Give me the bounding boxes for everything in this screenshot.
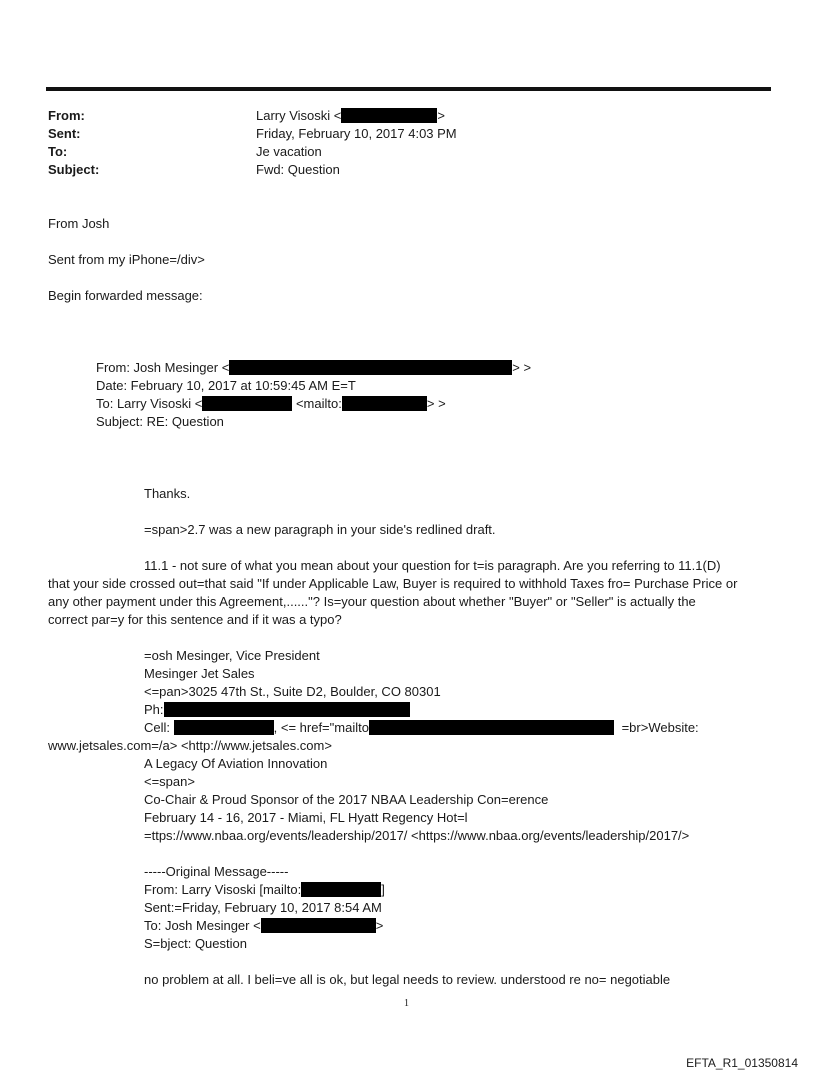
document-id: EFTA_R1_01350814 — [686, 1056, 798, 1070]
fwd-to — [96, 395, 446, 413]
page-number: 1 — [404, 998, 409, 1009]
to-value: Je vacation — [256, 144, 322, 159]
body-para-111-line1: 11.1 - not sure of what you mean about your question for t=is paragraph. Are you referring to 11.1(D) — [144, 558, 721, 573]
sig-website-link[interactable]: www.jetsales.com=/a> <http://www.jetsales.com> — [48, 738, 332, 753]
orig-from-prefix: From: Larry Visoski [mailto: — [144, 882, 302, 897]
orig-to-suffix: > — [375, 918, 384, 933]
sent-value: Friday, February 10, 2017 4:03 PM — [256, 126, 457, 141]
orig-to-prefix: To: Josh Mesinger < — [144, 918, 261, 933]
body-para-111-line4: correct par=y for this sentence and if it was a typo? — [48, 612, 342, 627]
orig-last-line: no problem at all. I beli=ve all is ok, but legal needs to review. understood re no= negotiable — [144, 972, 671, 987]
subject-label: Subject: — [48, 162, 100, 177]
orig-subject: S=bject: Question — [144, 936, 247, 951]
fwd-from-prefix: From: Josh Mesinger < — [96, 360, 230, 375]
orig-from — [144, 881, 385, 899]
fwd-from-suffix: > > — [512, 360, 532, 375]
fwd-to-mailto: <mailto: — [295, 396, 342, 411]
from-label: From: — [48, 108, 85, 123]
from-close: > — [437, 108, 445, 123]
orig-to — [144, 917, 383, 935]
sig-company: Mesinger Jet Sales — [144, 666, 255, 681]
fwd-subject: Subject: RE: Question — [96, 414, 224, 429]
sig-name: =osh Mesinger, Vice President — [144, 648, 320, 663]
fwd-to-suffix: > > — [426, 396, 446, 411]
sig-cell-mid: , <= href="mailto — [273, 720, 369, 735]
redaction-box — [229, 360, 512, 375]
redaction-box — [369, 720, 614, 735]
fwd-from — [96, 359, 531, 377]
fwd-date: Date: February 10, 2017 at 10:59:45 AM E=T — [96, 378, 356, 393]
sig-cell — [144, 719, 699, 737]
body-para-111-line2: that your side crossed out=that said "If under Applicable Law, Buyer is required to withhold Taxes fro= Purchase Price or — [48, 576, 738, 591]
redaction-box — [301, 882, 381, 897]
sig-legacy: A Legacy Of Aviation Innovation — [144, 756, 328, 771]
redaction-box — [174, 720, 274, 735]
redaction-box — [261, 918, 376, 933]
sig-cochair: Co-Chair & Proud Sponsor of the 2017 NBAA Leadership Con=erence — [144, 792, 549, 807]
orig-separator: -----Original Message----- — [144, 864, 289, 879]
sig-address: <=pan>3025 47th St., Suite D2, Boulder, CO 80301 — [144, 684, 441, 699]
from-name: Larry Visoski < — [256, 108, 342, 123]
redaction-box — [341, 108, 437, 123]
from-value — [256, 107, 445, 125]
header-rule — [46, 87, 771, 91]
body-para-27: =span>2.7 was a new paragraph in your side's redlined draft. — [144, 522, 496, 537]
body-thanks: Thanks. — [144, 486, 191, 501]
sent-label: Sent: — [48, 126, 81, 141]
fwd-to-prefix: To: Larry Visoski < — [96, 396, 203, 411]
redaction-box — [164, 702, 410, 717]
orig-from-suffix: ] — [381, 882, 385, 897]
sig-phone — [144, 701, 410, 719]
body-para-111-line3: any other payment under this Agreement,......"? Is=your question about whether "Buyer" or "Seller" is actually the — [48, 594, 696, 609]
intro-line-3: Begin forwarded message: — [48, 288, 203, 303]
redaction-box — [342, 396, 427, 411]
sig-ph-label: Ph: — [144, 702, 164, 717]
sig-dates: February 14 - 16, 2017 - Miami, FL Hyatt Regency Hot=l — [144, 810, 468, 825]
redaction-box — [202, 396, 292, 411]
sig-url-link[interactable]: =ttps://www.nbaa.org/events/leadership/2017/ <https://www.nbaa.org/events/leadership/2017/> — [144, 828, 690, 843]
subject-value: Fwd: Question — [256, 162, 340, 177]
to-label: To: — [48, 144, 68, 159]
sig-span: <=span> — [144, 774, 195, 789]
intro-line-1: From Josh — [48, 216, 110, 231]
orig-sent: Sent:=Friday, February 10, 2017 8:54 AM — [144, 900, 382, 915]
sig-cell-label: Cell: — [144, 720, 171, 735]
sig-cell-end: =br>Website: — [621, 720, 699, 735]
intro-line-2: Sent from my iPhone=/div> — [48, 252, 205, 267]
